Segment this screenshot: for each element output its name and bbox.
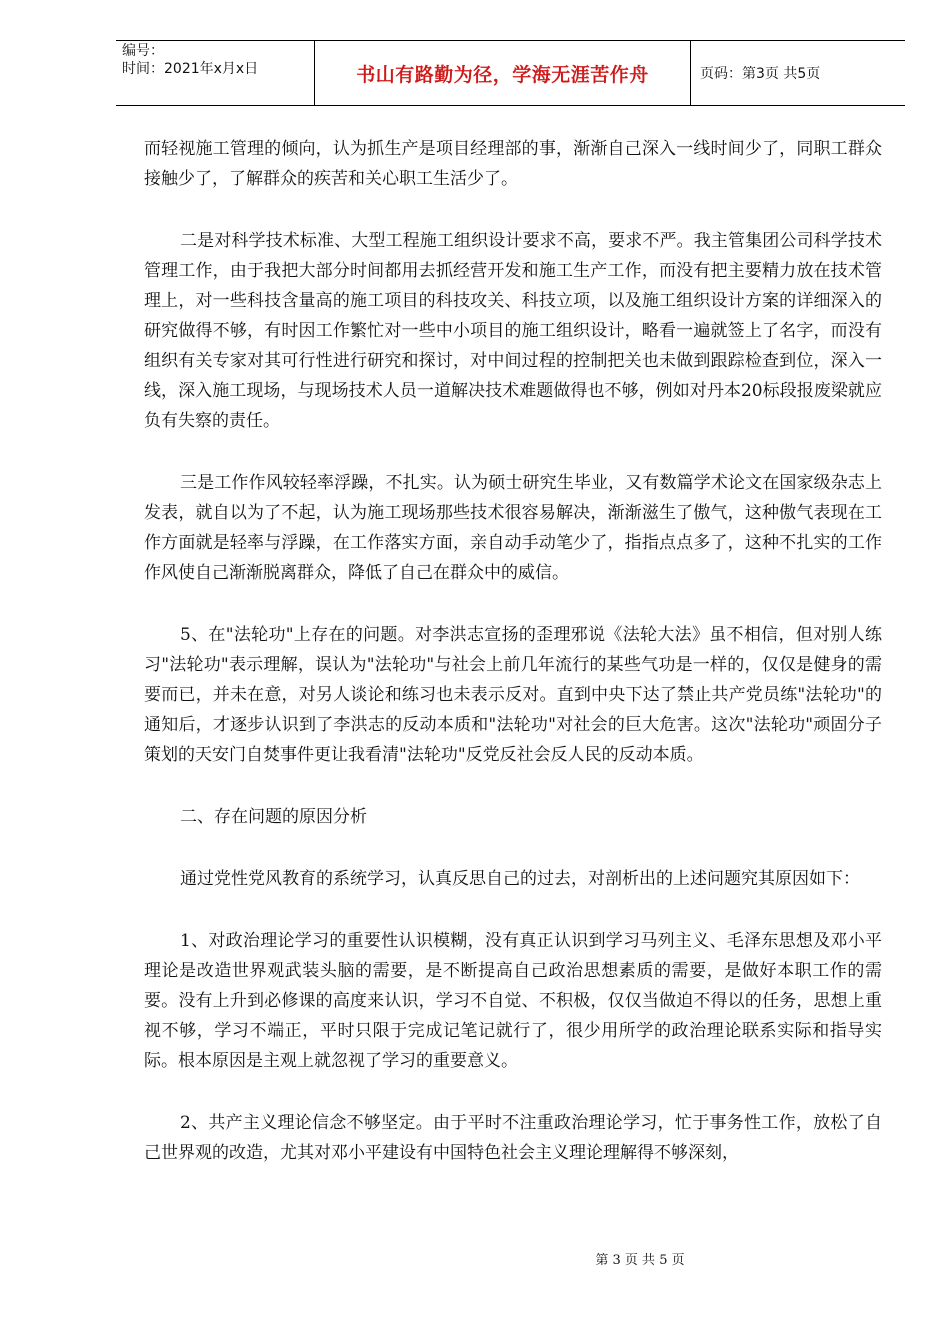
paragraph: 二是对科学技术标准、大型工程施工组织设计要求不高，要求不严。我主管集团公司科学技术管理工作，由于我把大部分时间都用去抓经营开发和施工生产工作，而没有把主要精力放在技术管理上，对一些科技含量高的施工项目的科技攻关、科技立项，以及施工组织设计方案的详细深入的研究做得不够，有时因工作繁忙对一些中小项目的施工组织设计，略看一遍就签上了名字，而没有组织有关专家对其可行性进行研究和探讨，对中间过程的控制把关也未做到跟踪检查到位，深入一线，深入施工现场，与现场技术人员一道解决技术难题做得也不够，例如对丹本20标段报废梁就应负有失察的责任。: [144, 231, 882, 431]
document-body: [144, 134, 882, 1200]
header-motto: 书山有路勤为径，学海无涯苦作舟: [315, 41, 691, 105]
paragraph: 通过党性党风教育的系统学习，认真反思自己的过去，对剖析出的上述问题究其原因如下：: [180, 869, 860, 889]
page-footer: 第 3 页 共 5 页: [595, 1253, 685, 1268]
page-header: [116, 40, 905, 106]
paragraph: 2、共产主义理论信念不够坚定。由于平时不注重政治理论学习，忙于事务性工作，放松了自己世界观的改造，尤其对邓小平建设有中国特色社会主义理论理解得不够深刻，: [144, 1113, 882, 1163]
section-heading: 二、存在问题的原因分析: [180, 807, 367, 827]
document-number-label: 编号：: [122, 43, 164, 59]
paragraph: 三是工作作风较轻率浮躁，不扎实。认为硕士研究生毕业，又有数篇学术论文在国家级杂志上发表，就自以为了不起，认为施工现场那些技术很容易解决，渐渐滋生了傲气，这种傲气表现在工作方面就是轻率与浮躁，在工作落实方面，亲自动手动笔少了，指指点点多了，这种不扎实的工作作风使自己渐渐脱离群众，降低了自己在群众中的威信。: [144, 473, 882, 583]
header-meta: [116, 41, 315, 105]
header-page-info: 页码：第3页 共5页: [700, 66, 821, 82]
document-time-label: 时间：2021年x月x日: [122, 61, 259, 77]
paragraph: 1、对政治理论学习的重要性认识模糊，没有真正认识到学习马列主义、毛泽东思想及邓小平理论是改造世界观武装头脑的需要，是不断提高自己政治思想素质的需要，是做好本职工作的需要。没有上升到必修课的高度来认识，学习不自觉、不积极，仅仅当做迫不得以的任务，思想上重视不够，学习不端正，平时只限于完成记笔记就行了，很少用所学的政治理论联系实际和指导实际。根本原因是主观上就忽视了学习的重要意义。: [144, 931, 882, 1071]
paragraph: 5、在"法轮功"上存在的问题。对李洪志宣扬的歪理邪说《法轮大法》虽不相信，但对别人练习"法轮功"表示理解，误认为"法轮功"与社会上前几年流行的某些气功是一样的，仅仅是健身的需要而已，并未在意，对另人谈论和练习也未表示反对。直到中央下达了禁止共产党员练"法轮功"的通知后，才逐步认识到了李洪志的反动本质和"法轮功"对社会的巨大危害。这次"法轮功"顽固分子策划的天安门自焚事件更让我看清"法轮功"反党反社会反人民的反动本质。: [144, 625, 882, 765]
paragraph: 而轻视施工管理的倾向，认为抓生产是项目经理部的事，渐渐自己深入一线时间少了，同职工群众接触少了，了解群众的疾苦和关心职工生活少了。: [144, 139, 882, 189]
